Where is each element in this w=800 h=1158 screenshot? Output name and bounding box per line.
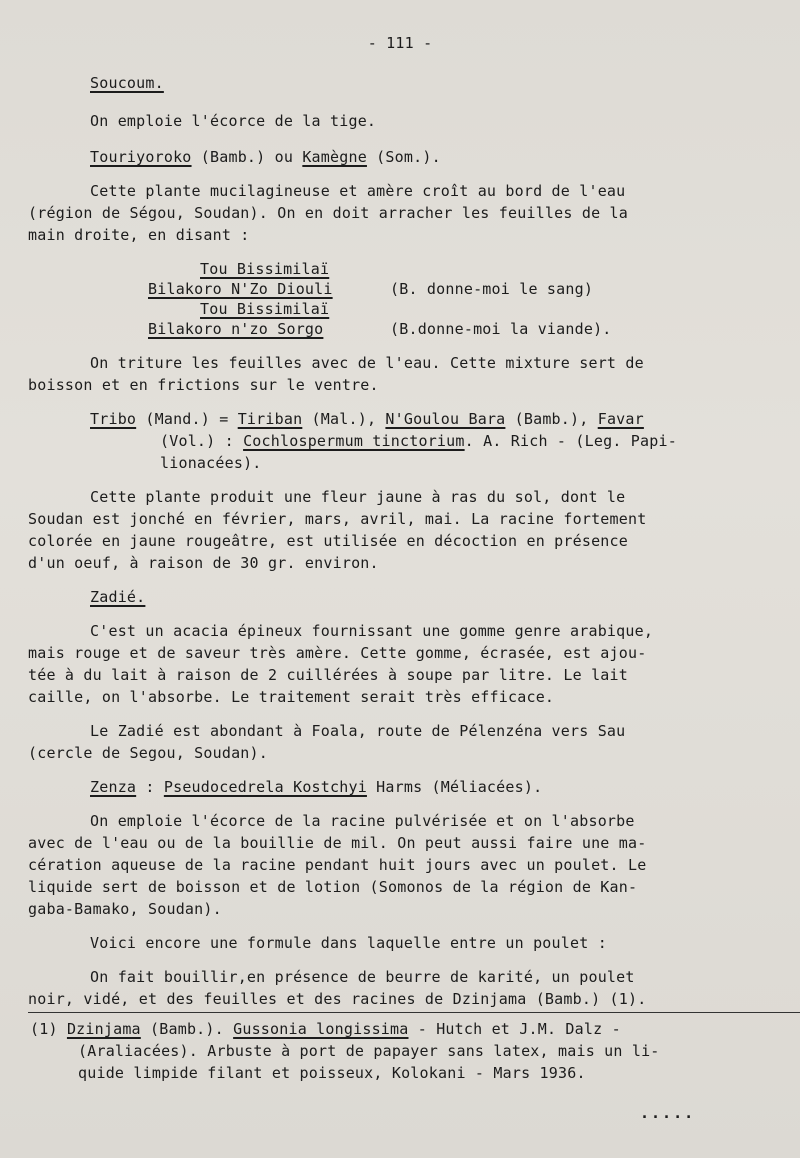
text-line: d'un oeuf, à raison de 30 gr. environ. [28, 554, 379, 572]
section-heading-touriyoroko [90, 146, 441, 168]
text-line: Cette plante produit une fleur jaune à ras du sol, dont le [90, 488, 626, 506]
scientific-name: Gussonia longissima [233, 1020, 409, 1038]
heading-text: . A. Rich - (Leg. Papi- [464, 432, 677, 450]
text-line: avec de l'eau ou de la bouillie de mil. On peut aussi faire une ma- [28, 834, 647, 852]
text-line: colorée en jaune rougeâtre, est utilisée en décoction en présence [28, 532, 628, 550]
text-line: boisson et en frictions sur le ventre. [28, 376, 379, 394]
text-line: main droite, en disant : [28, 226, 250, 244]
section-heading-zenza [90, 776, 542, 798]
plant-name: Tribo [90, 410, 137, 428]
plant-name: Favar [597, 410, 644, 428]
text-line: Soudan est jonché en février, mars, avril, mai. La racine fortement [28, 510, 647, 528]
plant-name: Dzinjama [66, 1020, 141, 1038]
incantation-translation: (B.donne-moi la viande). [390, 320, 612, 338]
text-line: mais rouge et de saveur très amère. Cette gomme, écrasée, est ajou- [28, 644, 647, 662]
plant-name: Tiriban [237, 410, 303, 428]
heading-text: (Som.). [366, 148, 441, 166]
plant-name: Zenza [90, 778, 137, 796]
heading-text: (Bamb.), [505, 410, 598, 428]
text-line: Le Zadié est abondant à Foala, route de Pélenzéna vers Sau [90, 722, 626, 740]
page-number: - 111 - [367, 34, 433, 52]
footnote-line [30, 1018, 621, 1040]
heading-text: (Mal.), [302, 410, 386, 428]
section-title-zadie: Zadié. [90, 588, 146, 606]
text-line: Cette plante mucilagineuse et amère croît au bord de l'eau [90, 182, 626, 200]
incantation-line: Bilakoro N'Zo Diouli [148, 280, 333, 298]
heading-line: lionacées). [160, 454, 262, 472]
incantation-line: Tou Bissimilaï [200, 300, 330, 318]
heading-line [160, 430, 677, 452]
text-line: On fait bouillir,en présence de beurre de karité, un poulet [90, 968, 635, 986]
plant-name: Touriyoroko [90, 148, 192, 166]
text-line: Voici encore une formule dans laquelle entre un poulet : [90, 934, 607, 952]
footnote-separator [28, 1012, 800, 1013]
text-line: (cercle de Segou, Soudan). [28, 744, 268, 762]
footnote-marker: (1) [30, 1020, 58, 1038]
section-title-soucoum: Soucoum. [90, 74, 164, 92]
text-line: C'est un acacia épineux fournissant une gomme genre arabique, [90, 622, 654, 640]
text-line: (région de Ségou, Soudan). On en doit arracher les feuilles de la [28, 204, 628, 222]
text-line: cération aqueuse de la racine pendant huit jours avec un poulet. Le [28, 856, 647, 874]
scientific-name: Pseudocedrela Kostchyi [163, 778, 367, 796]
footnote-text: - Hutch et J.M. Dalz - [408, 1020, 621, 1038]
heading-text: Harms (Méliacées). [366, 778, 543, 796]
plant-name: N'Goulou Bara [385, 410, 506, 428]
incantation-line: Bilakoro n'zo Sorgo [148, 320, 324, 338]
incantation-line: Tou Bissimilaï [200, 260, 330, 278]
incantation-translation: (B. donne-moi le sang) [390, 280, 594, 298]
section-heading-tribo [90, 408, 644, 430]
paragraph: On emploie l'écorce de la tige. [90, 112, 377, 130]
text-line: On emploie l'écorce de la racine pulvérisée et on l'absorbe [90, 812, 635, 830]
plant-name: Kamègne [302, 148, 367, 166]
heading-text: (Bamb.) ou [191, 148, 303, 166]
text-line: liquide sert de boisson et de lotion (Somonos de la région de Kan- [28, 878, 638, 896]
heading-text: (Mand.) = [136, 410, 238, 428]
text-line: caille, on l'absorbe. Le traitement serait très efficace. [28, 688, 555, 706]
text-line: tée à du lait à raison de 2 cuillérées à soupe par litre. Le lait [28, 666, 628, 684]
footnote-text: (Bamb.). [140, 1020, 234, 1038]
text-line: gaba-Bamako, Soudan). [28, 900, 222, 918]
heading-text: (Vol.) : [160, 432, 244, 450]
footnote-line: (Araliacées). Arbuste à port de papayer sans latex, mais un li- [78, 1042, 660, 1060]
continuation-dots: ..... [640, 1104, 696, 1122]
text-line: On triture les feuilles avec de l'eau. Cette mixture sert de [90, 354, 644, 372]
text-line: noir, vidé, et des feuilles et des racines de Dzinjama (Bamb.) (1). [28, 990, 647, 1008]
footnote-line: quide limpide filant et poisseux, Kolokani - Mars 1936. [78, 1064, 586, 1082]
heading-text: : [136, 778, 164, 796]
scientific-name: Cochlospermum tinctorium [243, 432, 465, 450]
